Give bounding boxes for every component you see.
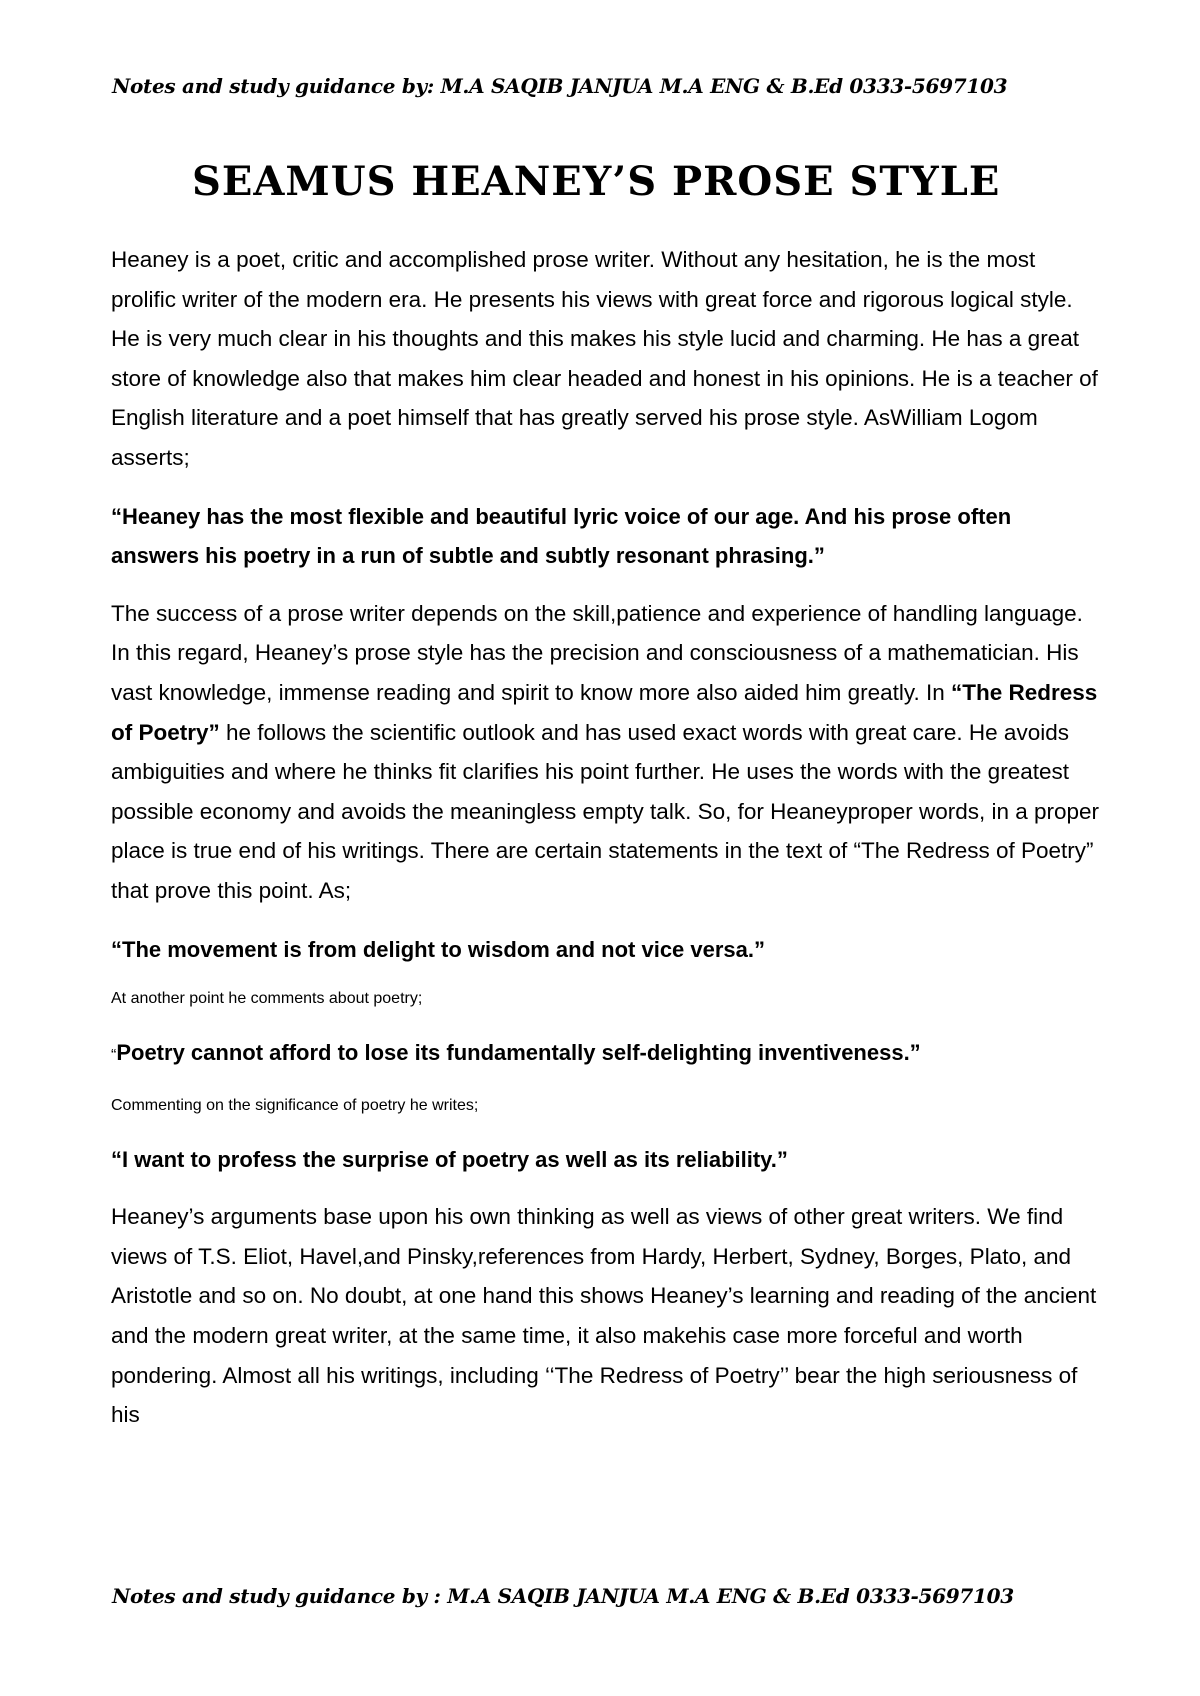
quote-open-mark: “: [111, 1047, 117, 1065]
paragraph-success-part2: he follows the scientific outlook and has used exact words with great care. He avoids ambiguities and where he thinks fit clarifies his point further. He uses the words with the greatest possible economy and avoids the meaningless empty talk. So, for Heaneyproper words, in a proper place is true end of his writings. There are certain statements in the text of “The Redress of Poetry” that prove this point. As;: [111, 719, 1100, 903]
running-footer: Notes and study guidance by : M.A SAQIB JANJUA M.A ENG & B.Ed 0333-5697103: [112, 1584, 1014, 1608]
page-title: SEAMUS HEANEY’S PROSE STYLE: [192, 158, 1001, 205]
paragraph-success: [111, 594, 1101, 911]
note-another-point: At another point he comments about poetry;: [111, 990, 423, 1008]
paragraph-success-part1: The success of a prose writer depends on the skill,patience and experience of handling language. In this regard, Heaney’s prose style has the precision and consciousness of a mathematician. His vast knowledge, immense reading and spirit to know more also aided him greatly. In: [111, 600, 1083, 705]
quote-surprise: “I want to profess the surprise of poetry as well as its reliability.”: [111, 1146, 788, 1172]
paragraph-intro: Heaney is a poet, critic and accomplished prose writer. Without any hesitation, he is the most prolific writer of the modern era. He presents his views with great force and rigorous logical style. He is very much clear in his thoughts and this makes his style lucid and charming. He has a great store of knowledge also that makes him clear headed and honest in his opinions. He is a teacher of English literature and a poet himself that has greatly served his prose style. AsWilliam Logom asserts;: [111, 247, 1098, 470]
quote-logom: “Heaney has the most flexible and beautiful lyric voice of our age. And his prose often answers his poetry in a run of subtle and subtly resonant phrasing.”: [111, 503, 1012, 569]
note-significance: Commenting on the significance of poetry he writes;: [111, 1096, 479, 1114]
paragraph-arguments: Heaney’s arguments base upon his own thinking as well as views of other great writers. We find views of T.S. Eliot, Havel,and Pinsky,references from Hardy, Herbert, Sydney, Borges, Plato, and Aristotle and so on. No doubt, at one hand this shows Heaney’s learning and reading of the ancient and the modern great writer, at the same time, it also makehis case more forceful and worth pondering. Almost all his writings, including ‘‘The Redress of Poetry’’ bear the high seriousness of his: [111, 1204, 1097, 1428]
quote-inventiveness: [111, 1033, 1101, 1076]
document-body: [111, 240, 1101, 1454]
running-header: Notes and study guidance by: M.A SAQIB JANJUA M.A ENG & B.Ed 0333-5697103: [112, 74, 1008, 98]
book-title-redress: “The Redress of Poetry”: [111, 679, 1098, 745]
quote-inventiveness-text: Poetry cannot afford to lose its fundamentally self-delighting inventiveness.”: [116, 1040, 921, 1066]
quote-movement: “The movement is from delight to wisdom and not vice versa.”: [111, 936, 766, 962]
